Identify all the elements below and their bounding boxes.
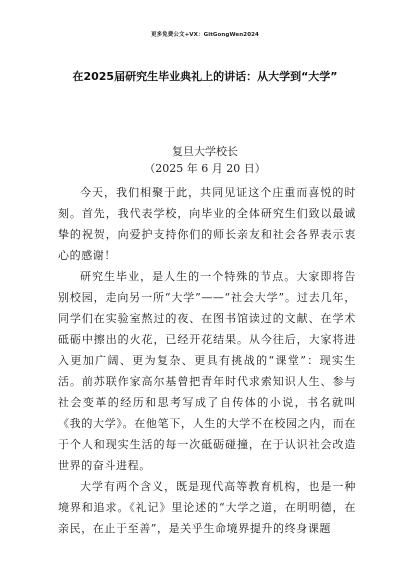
paragraph-2: 研究生毕业，是人生的一个特殊的节点。大家即将告别校园，走向另一所“大学”——“社会大学”。过去几年，同学们在实验室熬过的夜、在图书馆读过的文献、在学术砥砺中擦出的火花，已经开花结果。从今往后，大家将进入更加广阔、更为复杂、更具有挑战的“课堂”：现实生活。前苏联作家高尔基曾把青年时代求索知识人生、参与社会变革的经历和思考写成了自传体的小说，书名就叫《我的大学》。在他笔下，人生的大学不在校园之内，而在于个人和现实生活的每一次砥砺碰撞，在于认识社会改造世界的奋斗进程。 xyxy=(58,270,356,472)
document-body xyxy=(58,182,356,539)
document-author: 复旦大学校长 xyxy=(172,145,238,158)
paragraph-1: 今天，我们相聚于此，共同见证这个庄重而喜悦的时刻。首先，我代表学校，向毕业的全体研究生们致以最诚挚的祝贺，向爱护支持你们的师长亲友和社会各界表示衷心的感谢！ xyxy=(58,186,356,262)
document-title: 在2025届研究生毕业典礼上的讲话：从大学到“大学” xyxy=(72,70,338,83)
header-watermark: 更多免费公文+VX：GitGongWen2024 xyxy=(150,32,259,38)
document-date: （2025 年 6 月 20 日） xyxy=(144,162,266,175)
paragraph-3: 大学有两个含义，既是现代高等教育机构，也是一种境界和追求。《礼记》里论述的“大学之道，在明明德，在亲民，在止于至善”，是关乎生命境界提升的终身课题 xyxy=(58,480,356,535)
